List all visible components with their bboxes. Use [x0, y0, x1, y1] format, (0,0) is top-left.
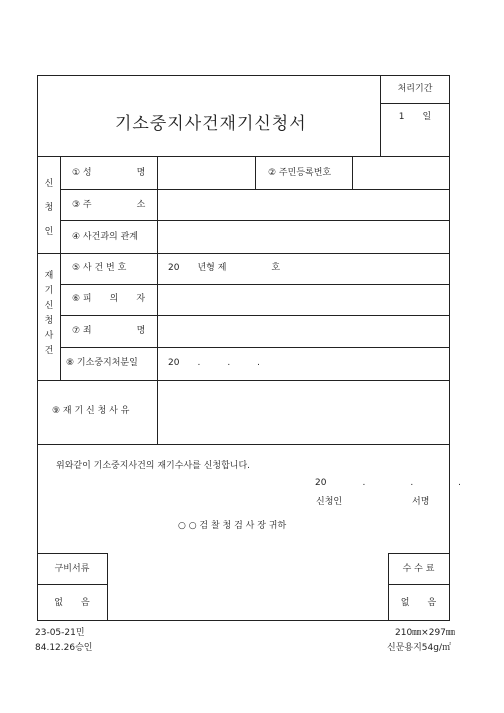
relation-label: ④ 사건과의 관계 [72, 232, 138, 242]
applicant-section-label: 신청인 [44, 179, 54, 237]
row-line [60, 284, 450, 285]
label-col-divider [157, 156, 158, 444]
row-line [60, 220, 450, 221]
documents-label: 구비서류 [54, 564, 90, 574]
rrn-label: ② 주민등록번호 [268, 168, 332, 178]
row-line [60, 315, 450, 316]
footer-form-number: 23-05-21민 [35, 628, 85, 638]
footer-paper-size: 210㎜×297㎜ [395, 628, 455, 638]
case-section-label: 재기신청사건 [44, 271, 54, 356]
fee-label: 수 수 료 [402, 564, 435, 574]
suspension-date-value: 20 . . . [168, 358, 261, 368]
suspect-label: ⑥ 피 의 자 [72, 294, 146, 304]
documents-value: 없 음 [54, 598, 90, 608]
form-title: 기소중지사건재기신청서 [115, 114, 307, 134]
section-line [37, 253, 450, 254]
bottom-box-mid-right [388, 584, 450, 585]
processing-value: 1 일 [398, 112, 432, 122]
footer-paper-type: 신문용지54g/㎡ [387, 643, 451, 653]
address-label: ③ 주 소 [72, 200, 146, 210]
row-line [60, 189, 450, 190]
statement-date: 20 . . . [315, 478, 462, 488]
charge-label: ⑦ 죄 명 [72, 326, 146, 336]
bottom-box-right-left [107, 553, 108, 621]
reason-label: ⑨ 재 기 신 청 사 유 [52, 406, 130, 416]
rrn-col-divider-2 [352, 156, 353, 189]
fee-value: 없 음 [400, 598, 437, 608]
rrn-col-divider-1 [255, 156, 256, 189]
addressee: ○ ○ 검 찰 청 검 사 장 귀하 [178, 521, 287, 531]
section-line [37, 444, 450, 445]
case-number-value: 20 년형 제 호 [168, 263, 281, 273]
form-border-top [37, 75, 450, 76]
processing-label: 처리기간 [397, 84, 433, 94]
statement-text: 위와같이 기소중지사건의 재기수사를 신청합니다. [56, 461, 251, 471]
processing-box-divider [380, 103, 450, 104]
footer-approval: 84.12.26승인 [35, 643, 93, 653]
section-line [37, 380, 450, 381]
case-number-label: ⑤ 사 건 번 호 [72, 263, 127, 273]
title-divider [37, 156, 450, 157]
name-label: ① 성 명 [72, 168, 146, 178]
suspension-date-label: ⑧ 기소중지처분일 [66, 358, 138, 368]
bottom-box-top-left [37, 553, 108, 554]
bottom-box-top-right [388, 553, 450, 554]
applicant-sign-label: 신청인 [316, 497, 343, 507]
row-line [60, 347, 450, 348]
sign-label: 서명 [412, 497, 430, 507]
bottom-box-mid-left [37, 584, 108, 585]
